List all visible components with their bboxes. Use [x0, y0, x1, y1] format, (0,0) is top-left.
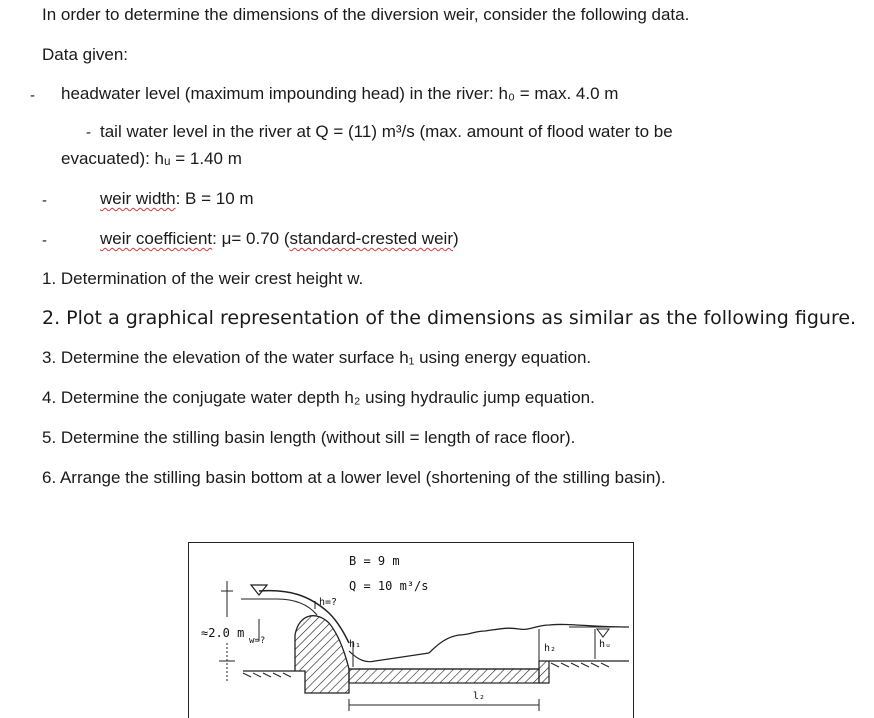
h1-label: h₁ [349, 639, 362, 650]
weir-height-label: w=? [249, 636, 266, 646]
upstream-bed-hatch [243, 673, 291, 677]
weir-width-value: : B = 10 m [175, 189, 254, 208]
weir-width-text [100, 189, 254, 209]
supercritical-jet [349, 651, 429, 662]
hu-label: hᵤ [599, 639, 612, 650]
bullet-dash: - [42, 192, 47, 209]
weir-coefficient-term: weir coefficient [100, 229, 213, 248]
stilling-basin-floor [349, 669, 539, 683]
upstream-depth-label: ≈2.0 m [201, 626, 245, 640]
end-sill [539, 661, 549, 683]
weir-coefficient-text [100, 229, 459, 249]
h2-label: h₂ [544, 643, 557, 654]
bullet-dash: - [86, 124, 91, 141]
weir-width-term: weir width [100, 189, 176, 208]
weir-coefficient-close: ) [452, 229, 459, 248]
downstream-bed-hatch [551, 663, 609, 667]
nappe-lower [277, 599, 317, 615]
discharge-label: Q = 10 m³/s [349, 579, 429, 593]
weir-coefficient-value: : μ= 0.70 ( [212, 229, 290, 248]
task-5: 5. Determine the stilling basin length (without sill = length of race floor). [42, 428, 576, 447]
weir-type-term: standard-crested weir [289, 229, 453, 248]
head-label: h=? [319, 597, 338, 608]
task-4: 4. Determine the conjugate water depth h₂ using hydraulic jump equation. [42, 388, 595, 407]
headwater-level-text: headwater level (maximum impounding head) in the river: h₀ = max. 4.0 m [61, 84, 619, 103]
task-2: 2. Plot a graphical representation of the dimensions as similar as the following figure. [42, 307, 857, 329]
intro-text: In order to determine the dimensions of the diversion weir, consider the following data. [42, 5, 690, 24]
tailwater-level-text-cont: evacuated): hᵤ = 1.40 m [61, 149, 242, 168]
data-heading: Data given: [42, 45, 128, 64]
basin-length-label: l₂ [473, 691, 486, 702]
bullet-dash: - [42, 232, 47, 249]
task-1: 1. Determination of the weir crest height w. [42, 269, 364, 288]
weir-diagram [188, 542, 634, 718]
weir-diagram-svg [189, 543, 634, 718]
tailwater-level-marker-icon [597, 629, 609, 637]
tailwater-level-text: tail water level in the river at Q = (11) m³/s (max. amount of flood water to be [100, 122, 673, 141]
weir-width-label: B = 9 m [349, 554, 400, 568]
task-3: 3. Determine the elevation of the water surface h₁ using energy equation. [42, 348, 592, 367]
task-6: 6. Arrange the stilling basin bottom at a lower level (shortening of the stilling basin). [42, 468, 666, 487]
bullet-dash: - [30, 87, 35, 104]
